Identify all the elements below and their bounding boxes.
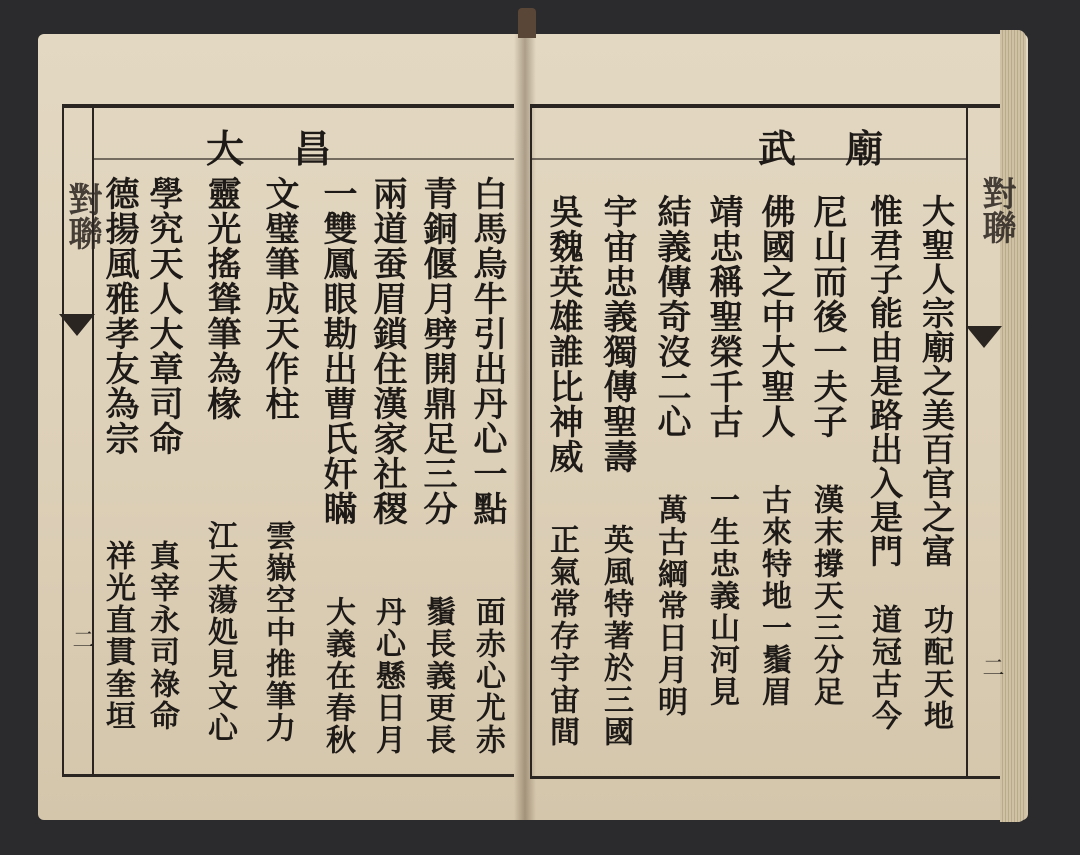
right-folio: 二 (979, 656, 1004, 678)
couplet-column: 兩道蚕眉鎖住漢家社稷 (367, 176, 407, 526)
couplet-column: 宇宙忠義獨傳聖壽 (597, 194, 637, 474)
left-fishtail (59, 314, 95, 336)
spine-tab (518, 8, 536, 38)
couplet-column: 學究天人大章司命 (143, 176, 183, 456)
right-fishtail (966, 326, 1002, 348)
right-margin-title: 對聯 (976, 176, 1016, 244)
couplet-column: 英風特著於三國 (598, 524, 633, 748)
page-edges (1000, 30, 1026, 822)
book-gutter (514, 34, 536, 820)
couplet-column: 一生忠義山河見 (704, 484, 739, 708)
couplet-column: 鬚長義更長 (420, 596, 455, 756)
couplet-column: 面赤心尤赤 (470, 596, 505, 756)
couplet-column: 大聖人宗廟之美百官之富 (917, 194, 956, 568)
couplet-column: 雲嶽空中推筆力 (260, 520, 295, 744)
right-frame-top (530, 104, 1000, 108)
left-folio: 二 (69, 628, 94, 650)
couplet-column: 丹心懸日月 (370, 596, 405, 756)
couplet-column: 江天蕩処見文心 (202, 520, 237, 744)
couplet-column: 靖忠稱聖榮千古 (703, 194, 743, 439)
left-margin-title: 對聯 (62, 182, 102, 250)
couplet-column: 祥光直貫奎垣 (100, 540, 135, 732)
couplet-column: 正氣常存宇宙間 (544, 524, 579, 748)
couplet-column: 功配天地 (918, 604, 953, 732)
couplet-column: 一雙鳳眼勘出曹氏奸瞞 (317, 176, 357, 526)
couplet-column: 佛國之中大聖人 (755, 194, 795, 439)
couplet-column: 真宰永司祿命 (144, 540, 179, 732)
couplet-column: 大義在春秋 (320, 596, 355, 756)
left-frame-bottom (62, 774, 514, 777)
couplet-column: 德揚風雅孝友為宗 (99, 176, 139, 456)
couplet-column: 白馬烏牛引出丹心一點 (467, 176, 507, 526)
couplet-column: 青銅偃月劈開鼎足三分 (417, 176, 457, 526)
couplet-column: 惟君子能由是路出入是門 (865, 194, 904, 568)
couplet-column: 靈光搖聳筆為椽 (201, 176, 241, 421)
left-frame-top (62, 104, 514, 108)
right-frame-inner (530, 104, 532, 779)
couplet-column: 漢末撐天三分足 (808, 484, 843, 708)
left-heading: 大 昌 (206, 126, 350, 171)
couplet-column: 萬古綱常日月明 (652, 494, 687, 718)
right-frame-outer (966, 104, 968, 779)
couplet-column: 文璧筆成天作柱 (259, 176, 299, 421)
couplet-column: 道冠古今 (866, 604, 901, 732)
couplet-column: 結義傳奇沒二心 (651, 194, 691, 439)
couplet-column: 古來特地一鬚眉 (756, 484, 791, 708)
couplet-column: 尼山而後一夫子 (807, 194, 847, 439)
couplet-column: 吳魏英雄誰比神威 (543, 194, 583, 474)
right-heading: 武 廟 (758, 126, 902, 171)
right-frame-bottom (530, 776, 1000, 779)
